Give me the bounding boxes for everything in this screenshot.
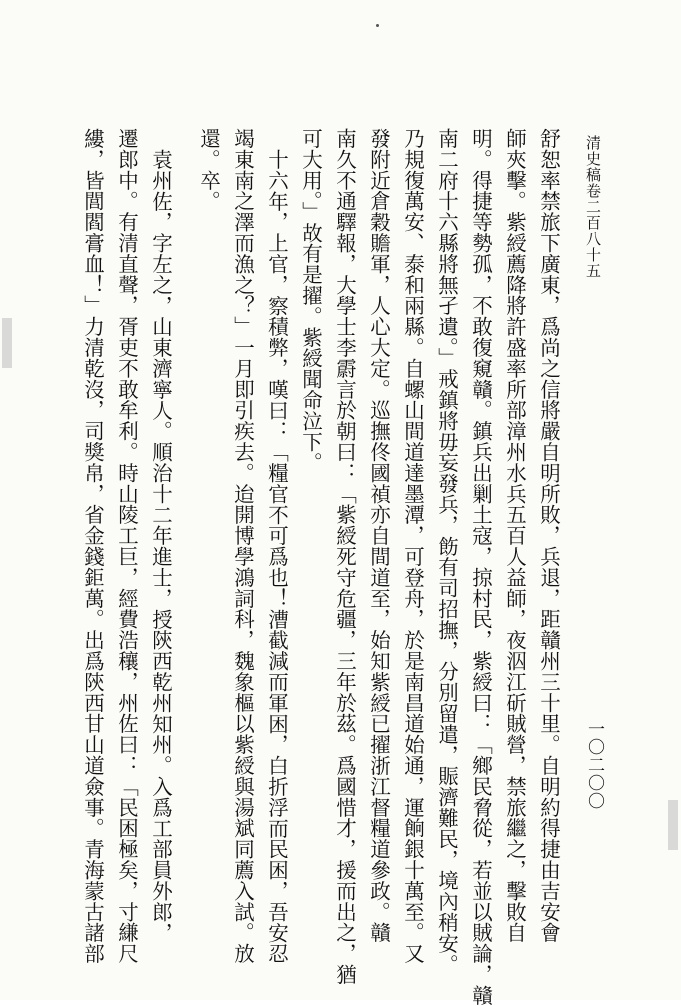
text-column-13: 遷郎中。有清直聲，胥吏不敢牟利。時山陵工巨，經費浩穰，州佐曰：「民困極矣，寸縑尺: [114, 128, 139, 964]
text-column-8: 可大用。」故有是擢。紫綬聞命泣下。: [298, 128, 323, 474]
text-column-6: 發附近倉穀贍軍，人心大定。巡撫佟國禎亦自間道至，始知紫綬已擢浙江督糧道參政。贛: [366, 128, 391, 944]
text-column-1: 舒恕率禁旅下廣東，爲尚之信將嚴自明所敗，兵退，距贛州三十里。自明約得捷由吉安會: [536, 128, 561, 944]
text-column-14: 縷，皆閭閻膏血！」力清乾沒，司獎帛，省金錢鉅萬。出爲陝西甘山道僉事。青海蒙古諸部: [80, 128, 105, 964]
text-column-9: 十六年，上官，察積弊，嘆曰：「糧官不可爲也！漕截減而軍困，白折浮而民困，吾安忍: [264, 149, 289, 965]
text-column-4: 南二府十六縣將無孑遺。」戒鎮將毋妄發兵，飭有司招撫，分別留遣，賑濟難民，境內稍安。: [434, 128, 459, 975]
text-column-10: 竭東南之澤而漁之？」一月即引疾去。迨開博學鴻詞科，魏象樞以紫綬與湯斌同薦入試。放: [230, 128, 255, 964]
running-head-title: 清史稿卷二百八十五: [584, 135, 602, 279]
binding-edge-mark: [2, 318, 12, 368]
text-column-12: 袁州佐，字左之，山東濟寧人。順治十二年進士，授陝西乾州知州。入爲工部員外郎，: [148, 149, 173, 944]
text-column-7: 南久不通驛報，大學士李霨言於朝曰：「紫綬死守危疆，三年於茲。爲國惜才，援而出之，猶: [332, 128, 357, 985]
stray-ink-dot: [376, 24, 379, 27]
binding-edge-mark: [668, 800, 678, 850]
text-column-5: 乃規復萬安、泰和兩縣。自螺山間道達墨潭，可登舟，於是南昌道始通，運餉銀十萬至。又: [400, 128, 425, 964]
text-column-3: 明。得捷等勢孤，不敢復窺贛。鎮兵出剿土寇，掠村民，紫綬曰：「鄉民脅從，若並以賊論，贛: [468, 128, 493, 1006]
text-column-11: 還。卒。: [196, 128, 221, 212]
text-column-2: 師夾擊。紫綬薦降將許盛率所部漳州水兵五百人益師，夜泅江斫賊營，禁旅繼之，擊敗自: [502, 128, 527, 944]
page-number: 一〇二〇〇: [584, 720, 604, 810]
